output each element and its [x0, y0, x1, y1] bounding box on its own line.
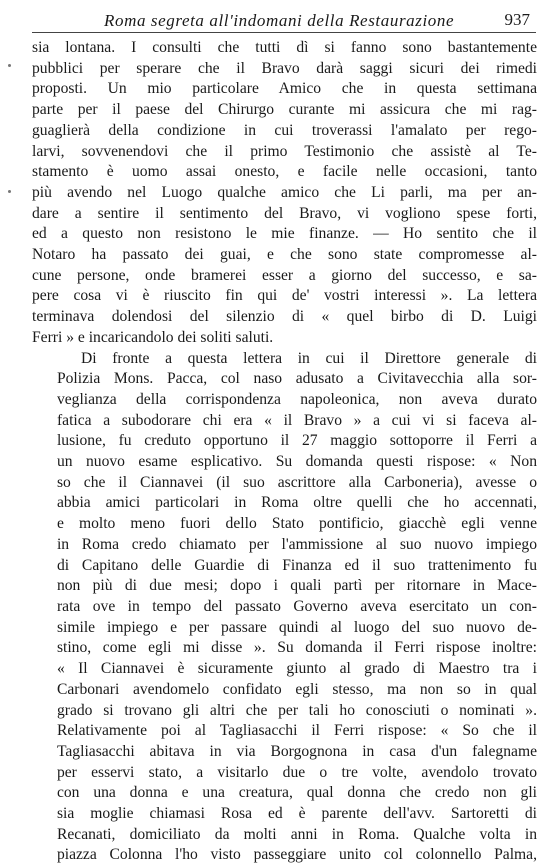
text-line: guaglierà della condizione in cui troverassi l'amalato per rego-: [32, 121, 537, 139]
text-line: pubblici per sperare che il Bravo darà saggi sicuri dei rimedi: [32, 59, 537, 77]
text-line: stino, come egli mi disse ». Su domanda il Ferri rispose inoltre:: [56, 639, 537, 657]
text-line: stamento è uomo assai onesto, e facile nelle occasioni, tanto: [32, 163, 537, 181]
text-line: Polizia Mons. Pacca, col naso adusato a Civitavecchia alla sor-: [56, 370, 537, 388]
text-line: con una donna e una creatura, qual donna che credo non gli: [56, 784, 537, 802]
text-line: sia lontana. I consulti che tutti dì si fanno sono bastantemente: [32, 39, 537, 56]
body-text: [32, 38, 537, 866]
margin-speck: [8, 190, 11, 193]
text-line: abbia amici particolari in Roma oltre quelli che ho accennati,: [56, 494, 537, 512]
page-number: 937: [504, 10, 530, 29]
text-line: in Roma credo chiamato per l'ammissione al suo nuovo impiego: [56, 535, 537, 553]
text-line: dare a sentire il sentimento del Bravo, vi vogliono spese forti,: [32, 204, 537, 222]
text-line: parte per il paese del Chirurgo curante mi assicura che mi rag-: [32, 101, 537, 119]
text-line: Tagliasacchi abitava in via Borgognona in casa d'un falegname: [56, 742, 537, 760]
text-line: larvi, sovvenendovi che il primo Testimonio che assistè al Te-: [32, 142, 537, 160]
text-line: un nuovo esame esplicativo. Su domanda questi rispose: « Non: [56, 453, 537, 471]
text-line: simile impiego e per passare quindi al luogo del suo nuovo de-: [56, 618, 537, 636]
text-line: per esservi stato, a visitarlo due o tre volte, avendolo trovato: [56, 763, 537, 781]
paragraph-1: [32, 38, 537, 349]
text-line: più avendo nel Luogo qualche amico che Li parli, ma per an-: [32, 183, 537, 201]
text-line: Carbonari avendomelo confidato egli stesso, ma non so in qual: [56, 680, 537, 698]
paragraph-2: [32, 349, 537, 866]
text-line: Ferri » e incaricandolo dei soliti saluti.: [32, 328, 274, 346]
text-line: di Capitano delle Guardie di Finanza ed il suo trattenimento fu: [56, 556, 537, 574]
margin-speck: [8, 64, 11, 67]
text-line: Di fronte a questa lettera in cui il Direttore generale di: [80, 349, 537, 367]
text-line: rata ove in tempo del passato Governo aveva esercitato un con-: [56, 597, 537, 615]
text-line: lusione, fu creduto opportuno il 27 maggio sottoporre il Ferri a: [56, 432, 537, 450]
running-header: [32, 6, 536, 33]
text-line: non più di due mesi; dopo i quali partì per ritornare in Mace-: [56, 577, 537, 595]
text-line: e molto meno fuori dello Stato pontificio, giacchè egli venne: [56, 515, 537, 533]
text-line: cune persone, onde bramerei esser a giorno del successo, e sa-: [32, 266, 537, 284]
text-line: fatica a subodorare chi era « il Bravo » a cui vi si faceva al-: [56, 411, 537, 429]
text-line: Relativamente poi al Tagliasacchi il Ferri rispose: « So che il: [56, 722, 537, 740]
text-line: so che il Ciannavei (il suo ascrittore alla Carboneria), avesse o: [56, 473, 537, 491]
text-line: veglianza della corrispondenza napoleonica, non aveva durato: [56, 390, 537, 408]
text-line: « Il Ciannavei è sicuramente giunto al grado di Maestro tra i: [56, 660, 537, 678]
text-line: proposti. Un mio particolare Amico che in questa settimana: [32, 80, 537, 98]
running-title: Roma segreta all'indomani della Restaurazione: [104, 11, 455, 30]
text-line: Notaro ha passato dei guai, e che sono state compromesse al-: [32, 246, 537, 264]
text-line: Recanati, domiciliato da molti anni in Roma. Qualche volta in: [56, 825, 537, 843]
text-line: piazza Colonna l'ho visto passeggiare unito col colonnello Palma,: [56, 846, 537, 864]
text-line: pere cosa vi è riuscito fin qui de' vostri interessi ». La lettera: [32, 287, 537, 305]
text-line: terminava dolendosi del silenzio di « quel birbo di D. Luigi: [32, 308, 537, 326]
text-line: sia moglie chiamasi Rosa ed è parente dell'avv. Sartoretti di: [56, 805, 537, 823]
text-line: ed a questo non resistono le mie finanze. — Ho sentito che il: [32, 225, 537, 243]
text-line: grado si trovano gli altri che per tali ho conosciuti o nominati ».: [56, 701, 537, 719]
